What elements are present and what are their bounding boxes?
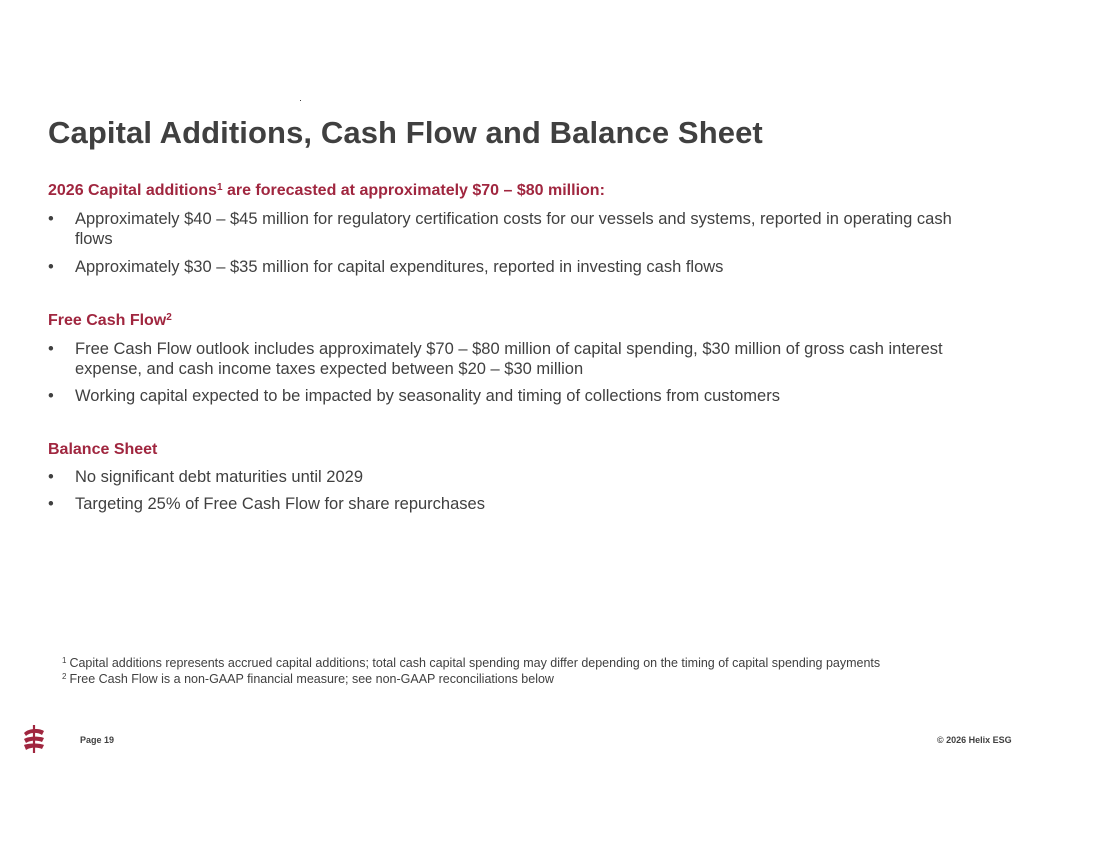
section-heading-balance-sheet: [48, 441, 157, 459]
heading-text: Balance Sheet: [48, 441, 158, 458]
section-heading-capital-additions: [48, 182, 605, 200]
bullet-icon: •: [48, 258, 54, 276]
page-number: Page 19: [80, 735, 115, 745]
heading-text-continued: are forecasted at approximately $70 – $80 million:: [222, 182, 605, 199]
footnote-marker: 1: [216, 182, 223, 193]
heading-text: 2026 Capital additions: [48, 182, 217, 199]
list-item-text: Approximately $30 – $35 million for capital expenditures, reported in investing cash flows: [75, 258, 724, 276]
list-item: [48, 257, 978, 277]
bullet-icon: •: [48, 387, 54, 405]
footnote-marker: 1: [62, 656, 67, 665]
footnote-marker: 2: [166, 312, 172, 323]
footnote-text: Capital additions represents accrued capital additions; total cash capital spending may differ depending on the timing of capital spending payments: [69, 656, 881, 670]
list-item: [48, 339, 978, 379]
list-item-text: Targeting 25% of Free Cash Flow for share repurchases: [75, 495, 485, 513]
footnote-1: [62, 656, 880, 670]
bullet-icon: •: [48, 340, 54, 358]
list-item: [48, 467, 978, 487]
footnote-marker: 2: [62, 672, 67, 681]
footnote-text: Free Cash Flow is a non-GAAP financial measure; see non-GAAP reconciliations below: [69, 672, 554, 686]
footnote-2: [62, 672, 554, 686]
list-item: [48, 494, 978, 514]
list-item: [48, 386, 978, 406]
list-item-text: No significant debt maturities until 2029: [75, 468, 363, 486]
decorative-dot: [300, 100, 301, 101]
bullet-icon: •: [48, 468, 54, 486]
list-item-text: Working capital expected to be impacted by seasonality and timing of collections from customers: [75, 387, 780, 405]
list-item-text: Free Cash Flow outlook includes approximately $70 – $80 million of capital spending, $30 million of gross cash interest expense, and cash income taxes expected between $20 – $30 million: [75, 340, 943, 378]
heading-text: Free Cash Flow: [48, 312, 167, 329]
list-item-text: Approximately $40 – $45 million for regulatory certification costs for our vessels and systems, reported in operating cash flows: [75, 210, 952, 248]
bullet-icon: •: [48, 495, 54, 513]
copyright-notice: © 2026 Helix ESG: [937, 735, 1012, 745]
helix-logo-icon: [21, 724, 47, 754]
bullet-icon: •: [48, 210, 54, 228]
list-item: [48, 209, 978, 249]
section-heading-free-cash-flow: [48, 312, 172, 330]
page-title: Capital Additions, Cash Flow and Balance Sheet: [48, 115, 763, 150]
